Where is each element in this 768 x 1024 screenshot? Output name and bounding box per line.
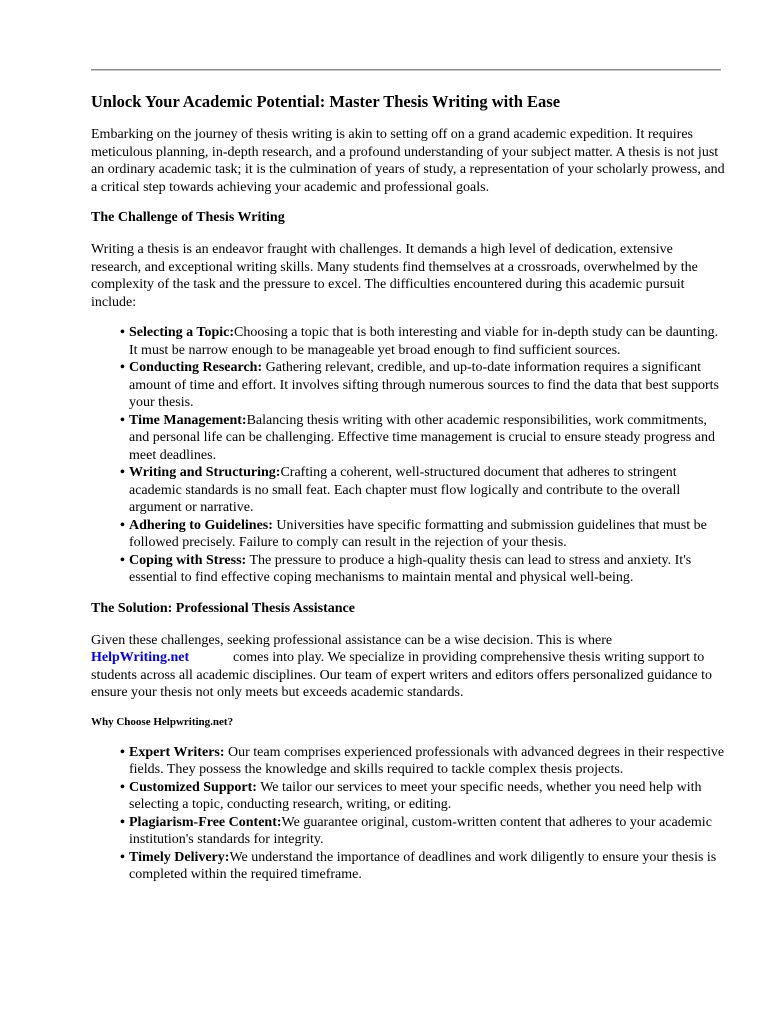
list-item-term: Conducting Research:: [129, 360, 263, 375]
bullet-icon: •: [120, 465, 125, 480]
challenge-list: [91, 324, 726, 587]
bullet-icon: •: [120, 325, 125, 340]
list-item-term: Plagiarism-Free Content:: [129, 814, 282, 830]
solution-text-before: Given these challenges, seeking professional assistance can be a wise decision. This is where: [91, 632, 613, 648]
list-item-term: Coping with Stress:: [129, 552, 247, 568]
bullet-icon: •: [120, 360, 125, 375]
bullet-icon: •: [120, 744, 125, 760]
list-item-text: We tailor our services to meet your specific needs, whether you need help with selecting a topic, conducting research, writing, or editing.: [129, 779, 702, 812]
list-item-text: We guarantee original, custom-written content that adheres to your academic institution's standards for integrity.: [129, 814, 712, 847]
top-divider: [91, 69, 721, 71]
helpwriting-link[interactable]: HelpWriting.net: [91, 650, 190, 665]
list-item-term: Customized Support:: [129, 779, 257, 795]
list-item-term: Adhering to Guidelines:: [129, 517, 273, 533]
list-item: [120, 814, 726, 849]
list-item-term: Timely Delivery:: [129, 849, 230, 865]
page-title: Unlock Your Academic Potential: Master Thesis Writing with Ease: [91, 92, 561, 111]
list-item-text: Our team comprises experienced professionals with advanced degrees in their respective fields. They possess the knowledge and skills required to tackle complex thesis projects.: [129, 744, 725, 777]
why-heading: Why Choose Helpwriting.net?: [91, 715, 234, 728]
list-item-text: The pressure to produce a high-quality thesis can lead to stress and anxiety. It's essential to find effective coping mechanisms to maintain mental and physical well-being.: [129, 552, 692, 585]
list-item: [120, 324, 726, 359]
bullet-icon: •: [120, 814, 125, 830]
list-item-text: Gathering relevant, credible, and up-to-date information requires a significant amount of time and effort. It involves sifting through numerous sources to find the data that best supports your thesis.: [129, 360, 719, 410]
list-item-term: Selecting a Topic:: [129, 325, 235, 340]
list-item: [120, 412, 726, 465]
bullet-icon: •: [120, 517, 125, 533]
list-item-text: Universities have specific formatting and submission guidelines that must be followed precisely. Failure to comply can result in the rejection of your thesis.: [129, 517, 707, 550]
list-item: [120, 552, 726, 587]
list-item-text: Choosing a topic that is both interesting and viable for in-depth study can be daunting. It must be narrow enough to be manageable yet broad enough to find sufficient sources.: [129, 325, 719, 358]
list-item-term: Writing and Structuring:: [129, 465, 281, 480]
list-item-term: Time Management:: [129, 412, 247, 428]
why-list: [91, 744, 726, 884]
list-item-text: We understand the importance of deadlines and work diligently to ensure your thesis is completed within the required timeframe.: [129, 849, 717, 882]
list-item: [120, 744, 726, 779]
bullet-icon: •: [120, 849, 125, 865]
document-body: [91, 92, 726, 897]
list-item: [120, 464, 726, 517]
list-item: [120, 779, 726, 814]
bullet-icon: •: [120, 552, 125, 568]
intro-paragraph: Embarking on the journey of thesis writing is akin to setting off on a grand academic expedition. It requires meticulous planning, in-depth research, and a profound understanding of your subject matter. A thesis is not just an ordinary academic task; it is the culmination of years of study, a representation of your scholarly prowess, and a critical step towards achieving your academic and professional goals.: [91, 127, 725, 195]
challenge-paragraph: Writing a thesis is an endeavor fraught with challenges. It demands a high level of dedication, extensive research, and exceptional writing skills. Many students find themselves at a crossroads, overwhelmed by the complexity of the task and the pressure to excel. The difficulties encountered during this academic pursuit include:: [91, 242, 698, 310]
list-item: [120, 359, 726, 412]
solution-paragraph: [91, 632, 726, 702]
list-item: [120, 849, 726, 884]
list-item-text: Balancing thesis writing with other academic responsibilities, work commitments, and personal life can be challenging. Effective time management is crucial to ensure steady progress and meet deadlines.: [129, 412, 715, 463]
list-item-text: Crafting a coherent, well-structured document that adheres to stringent academic standards is no small feat. Each chapter must flow logically and contribute to the overall argument or narrative.: [129, 465, 681, 515]
challenge-heading: The Challenge of Thesis Writing: [91, 210, 285, 225]
solution-heading: The Solution: Professional Thesis Assistance: [91, 600, 355, 616]
solution-text-after: comes into play. We specialize in providing comprehensive thesis writing support to students across all academic disciplines. Our team of expert writers and editors offers personalized guidance to ensure your thesis not only meets but exceeds academic standards.: [91, 650, 712, 700]
list-item: [120, 517, 726, 552]
bullet-icon: •: [120, 779, 125, 795]
list-item-term: Expert Writers:: [129, 744, 225, 760]
bullet-icon: •: [120, 412, 125, 428]
